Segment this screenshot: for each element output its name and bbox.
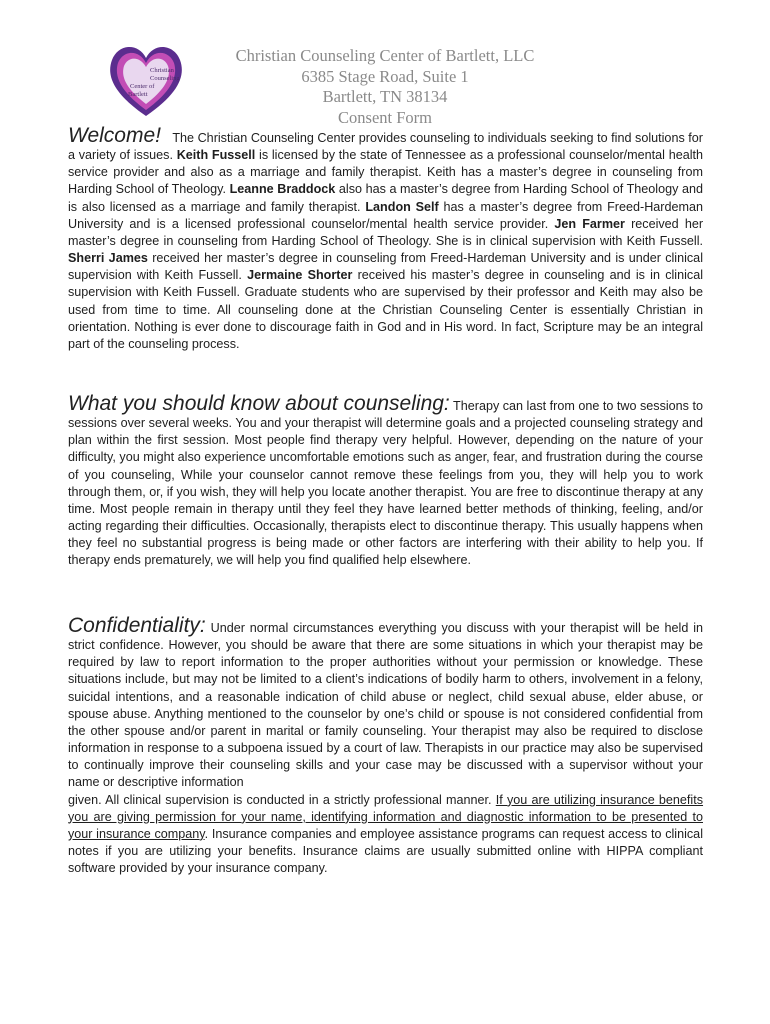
welcome-heading: Welcome! — [68, 124, 161, 147]
confidentiality-text: . Insurance companies and employee assistance programs can request access to clinical notes if you are utilizing your benefits. Insurance claims are usually submitted online with HIPPA compliant software provided by your insurance company. — [68, 826, 703, 876]
counseling-section — [68, 392, 703, 570]
insurance-notice-underlined: If you are utilizing insurance benefits you are giving permission for your name, identifying information and diagnostic information to be presented to your insurance company — [68, 792, 704, 841]
welcome-text: received her master’s degree in counseling from Harding School of Theology. She is in clinical supervision with Keith Fussell. — [68, 216, 704, 248]
counselor-name: Jermaine Shorter — [247, 268, 353, 283]
counselor-name: Keith Fussell — [176, 148, 256, 163]
form-title: Consent Form — [338, 107, 432, 127]
city-state-zip: Bartlett, TN 38134 — [322, 87, 448, 106]
logo-text-line: Christian — [150, 67, 174, 74]
confidentiality-section — [68, 614, 704, 877]
counselor-name: Jen Farmer — [554, 216, 625, 231]
welcome-section — [68, 124, 704, 353]
confidentiality-paragraph-continued — [68, 792, 703, 878]
welcome-text: is licensed by the state of Tennessee as a professional counselor/mental health service provider and also as a marriage and family therapist. Keith has a master’s degree in counseling from Harding School of Theology. — [68, 148, 704, 197]
logo-text-line: Center of — [130, 83, 155, 90]
welcome-text: received his master’s degree in counseling and is in clinical supervision with Keith Fussell. Graduate students who are supervised by their professor and Keith may also be used from time to time. All counseling done at the Christian Counseling Center is essentially Christian in orientation. Nothing is ever done to discourage faith in God and in His word. In fact, Scripture may be an integral part of the counseling process. — [68, 268, 703, 351]
welcome-text: received her master’s degree in counseling from Freed-Hardeman University and is under clinical supervision with Keith Fussell. — [68, 251, 703, 283]
welcome-text: The Christian Counseling Center provides counseling to individuals seeking to find solutions for a variety of issues. — [68, 131, 703, 163]
counselor-name: Sherri James — [68, 251, 148, 266]
logo-text-line: Bartlett — [128, 91, 148, 98]
counseling-heading: What you should know about counseling: — [68, 392, 450, 415]
logo-text-line: Counseling — [150, 75, 180, 82]
confidentiality-paragraph — [68, 614, 703, 792]
document-header — [150, 46, 620, 128]
confidentiality-text: given. All clinical supervision is conducted in a strictly professional manner. — [68, 792, 492, 807]
street-address: 6385 Stage Road, Suite 1 — [301, 66, 469, 86]
welcome-text: also has a master’s degree from Harding School of Theology and is also licensed as a marriage and family therapist. — [68, 182, 703, 214]
confidentiality-text: Under normal circumstances everything you discuss with your therapist will be held in strict confidence. However, you should be aware that there are some situations in which your therapist may be required by law to report information to the proper authorities without your permission or knowledge. These situations include, but may not be limited to a client’s indications of bodily harm to others, involvement in a felony, suicidal intentions, and a reasonable indication of child abuse or neglect, child sexual abuse, elder abuse, or spouse abuse. Anything mentioned to the counselor by one’s child or spouse is not considered confidential from the other spouse and/or parent in marital or family counseling. Your therapist may also be required to disclose information in response to a subpoena issued by a court of law. Therapists in our practice may also be supervised to continually improve their counseling skills and your case may be discussed with a supervisor without your name or descriptive information — [68, 621, 703, 790]
organization-name: Christian Counseling Center of Bartlett, LLC — [235, 46, 535, 65]
confidentiality-heading: Confidentiality: — [68, 614, 206, 637]
welcome-text: has a master’s degree from Freed-Hardeman University and is a licensed professional counselor/mental health service provider. — [68, 199, 704, 231]
welcome-paragraph — [68, 124, 704, 353]
counseling-text: Therapy can last from one to two sessions to sessions over several weeks. You and your therapist will determine goals and a projected counseling strategy and plan within the first session. Most people find therapy very helpful. However, depending on the nature of your difficulty, you might also experience uncomfortable emotions such as anger, fear, and frustration during the course of you counseling, While your counselor cannot remove these feelings from you, they will help you to work through them, or, if you wish, they will help you locate another therapist. You are free to discontinue therapy at any time. Most people remain in therapy until they feel they have learned better methods of thinking, feeling, and/or acting regarding their difficulties. Occasionally, therapists elect to discontinue therapy. This usually happens when they feel no substantial progress is being made or other factors are interfering with their ability to help you. If therapy ends prematurely, we will help you find qualified help elsewhere. — [68, 399, 703, 568]
counselor-name: Leanne Braddock — [229, 182, 336, 197]
counseling-paragraph — [68, 392, 703, 570]
counselor-name: Landon Self — [365, 199, 439, 214]
